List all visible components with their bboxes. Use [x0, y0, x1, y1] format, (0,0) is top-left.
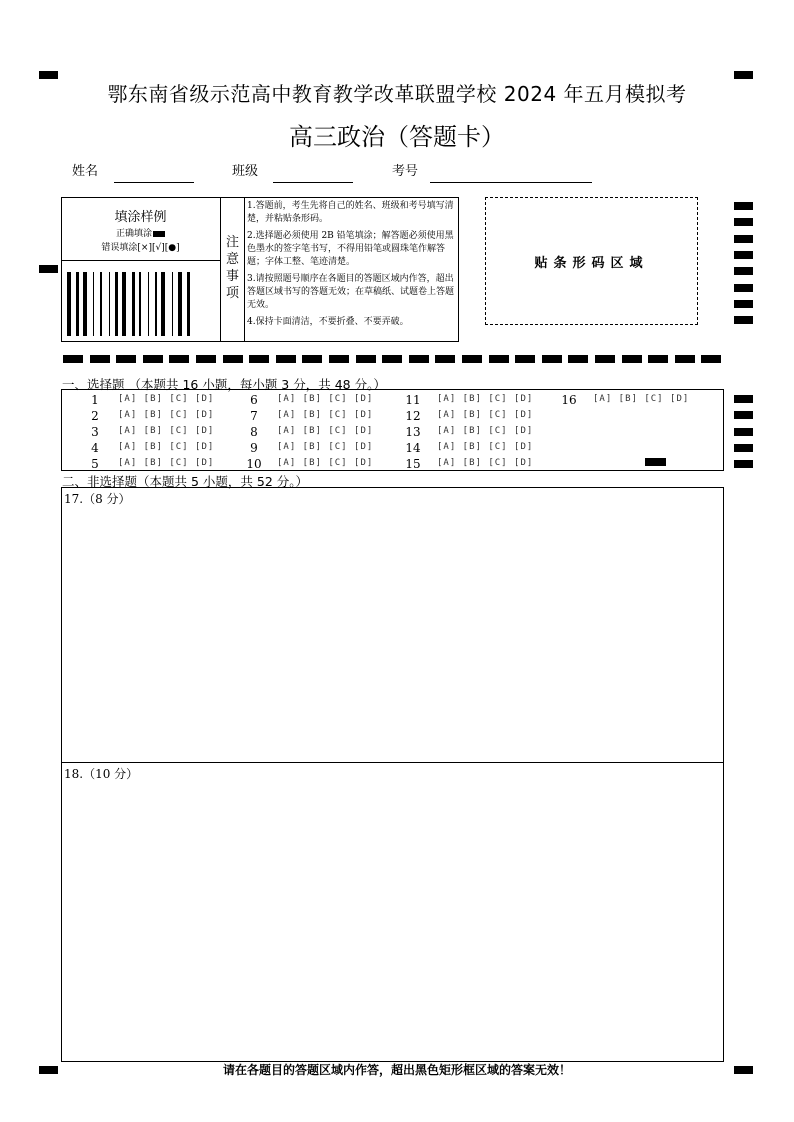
barcode-bar — [161, 272, 165, 336]
timing-dash — [542, 355, 562, 363]
right-timing-mark — [734, 444, 753, 452]
answer-bubbles[interactable]: [A] [B] [C] [D] — [277, 410, 374, 420]
question-number: 8 — [250, 425, 258, 439]
right-timing-mark — [734, 411, 753, 419]
name-label: 姓名 — [72, 164, 99, 179]
right-timing-mark — [734, 235, 753, 243]
answer-bubbles[interactable]: [A] [B] [C] [D] — [277, 442, 374, 452]
question-number: 15 — [405, 457, 421, 471]
class-label: 班级 — [232, 164, 259, 179]
barcode-bar — [109, 272, 110, 336]
timing-dash — [489, 355, 509, 363]
question-number: 2 — [91, 409, 99, 423]
barcode-bar — [93, 272, 94, 336]
question-number: 7 — [250, 409, 258, 423]
question-number: 5 — [91, 457, 99, 471]
sample-box — [61, 197, 221, 261]
question-number: 16 — [561, 393, 577, 407]
timing-dash — [382, 355, 402, 363]
answer-bubbles[interactable]: [A] [B] [C] [D] — [118, 394, 215, 404]
right-timing-mark — [734, 218, 753, 226]
timing-dash — [276, 355, 296, 363]
timing-dash — [223, 355, 243, 363]
filled-bubble-icon — [153, 231, 165, 237]
class-field[interactable] — [273, 182, 353, 183]
exam-no-label: 考号 — [392, 164, 419, 179]
barcode-bar — [100, 272, 102, 336]
notice-item: 3.请按照题号顺序在各题目的答题区域内作答，超出答题区域书写的答题无效；在草稿纸、试题卷上答题无效。 — [247, 274, 455, 310]
barcode-image — [67, 272, 213, 336]
notice-heading-char: 意 — [225, 252, 239, 267]
answer-bubbles[interactable]: [A] [B] [C] [D] — [118, 426, 215, 436]
answer-bubbles[interactable]: [A] [B] [C] [D] — [593, 394, 690, 404]
barcode-bar — [155, 272, 157, 336]
timing-dash — [675, 355, 695, 363]
question-number: 6 — [250, 393, 258, 407]
answer-bubbles[interactable]: [A] [B] [C] [D] — [277, 394, 374, 404]
answer-area-17[interactable] — [61, 487, 724, 763]
timing-dash — [409, 355, 429, 363]
answer-bubbles[interactable]: [A] [B] [C] [D] — [277, 458, 374, 468]
barcode-bar — [187, 272, 190, 336]
answer-bubbles[interactable]: [A] [B] [C] [D] — [277, 426, 374, 436]
timing-dash — [356, 355, 376, 363]
notice-heading-char: 项 — [225, 286, 239, 301]
timing-dash — [701, 355, 721, 363]
timing-dash — [63, 355, 83, 363]
sample-correct — [62, 226, 219, 239]
notice-item: 4.保持卡面清洁，不要折叠、不要弄破。 — [247, 317, 409, 327]
barcode-bar — [83, 272, 87, 336]
timing-dash — [648, 355, 668, 363]
question-number: 10 — [246, 457, 262, 471]
name-field[interactable] — [114, 182, 194, 183]
barcode-bar — [67, 272, 71, 336]
timing-dash — [116, 355, 136, 363]
barcode-bar — [172, 272, 173, 336]
answer-bubbles[interactable]: [A] [B] [C] [D] — [118, 458, 215, 468]
timing-dash — [568, 355, 588, 363]
choice-section-title: 一、选择题 （本题共 16 小题，每小题 3 分，共 48 分。） — [62, 377, 386, 392]
timing-dash — [169, 355, 189, 363]
timing-dash — [196, 355, 216, 363]
barcode-bar — [178, 272, 182, 336]
timing-dash — [515, 355, 535, 363]
notice-item: 1.答题前，考生先将自己的姓名、班级和考号填写清楚，并粘贴条形码。 — [247, 201, 454, 224]
exam-title: 鄂东南省级示范高中教育教学改革联盟学校 2024 年五月模拟考 — [107, 82, 687, 106]
timing-dash — [329, 355, 349, 363]
question-number: 9 — [250, 441, 258, 455]
question-18-label: 18.（10 分） — [64, 767, 139, 781]
right-timing-mark — [734, 316, 753, 324]
question-number: 14 — [405, 441, 421, 455]
question-17-label: 17.（8 分） — [64, 492, 131, 506]
timing-dash — [595, 355, 615, 363]
right-timing-mark — [734, 284, 753, 292]
notice-heading-char: 注 — [225, 235, 239, 250]
sheet-subtitle: 高三政治（答题卡） — [289, 123, 505, 151]
notice-item: 2.选择题必须使用 2B 铅笔填涂；解答题必须使用黑色墨水的签字笔书写，不得用铅笔或圆珠笔作解答题；字体工整、笔迹清楚。 — [247, 231, 454, 267]
notice-list — [247, 200, 459, 333]
barcode-bar — [148, 272, 149, 336]
sample-correct-label: 正确填涂 — [115, 229, 152, 239]
barcode-bar — [122, 272, 126, 336]
question-number: 4 — [91, 441, 99, 455]
answer-area-18[interactable] — [61, 762, 724, 1062]
side-mark-left — [39, 265, 58, 273]
timing-dash — [143, 355, 163, 363]
timing-dash — [90, 355, 110, 363]
barcode-paste-label: 贴条形码区域 — [534, 255, 649, 271]
timing-dash — [435, 355, 455, 363]
right-timing-mark — [734, 395, 753, 403]
barcode-paste-area — [485, 197, 698, 325]
notice-heading — [220, 198, 245, 341]
barcode-bar — [132, 272, 135, 336]
answer-bubbles[interactable]: [A] [B] [C] [D] — [437, 458, 534, 468]
answer-bubbles[interactable]: [A] [B] [C] [D] — [437, 410, 534, 420]
question-number: 13 — [405, 425, 421, 439]
sample-title: 填涂样例 — [114, 210, 167, 225]
right-timing-mark — [734, 267, 753, 275]
choice-end-mark — [645, 458, 666, 466]
nonchoice-section-title: 二、非选择题（本题共 5 小题，共 52 分。） — [62, 474, 309, 489]
right-timing-mark — [734, 460, 753, 468]
sample-wrong: 错误填涂[×][√][●] — [101, 243, 180, 253]
barcode-bar — [139, 272, 141, 336]
right-timing-mark — [734, 202, 753, 210]
answer-bubbles[interactable]: [A] [B] [C] [D] — [118, 410, 215, 420]
answer-bubbles[interactable]: [A] [B] [C] [D] — [437, 394, 534, 404]
question-number: 1 — [91, 393, 99, 407]
timing-dash — [249, 355, 269, 363]
timing-dash — [302, 355, 322, 363]
answer-bubbles[interactable]: [A] [B] [C] [D] — [437, 442, 534, 452]
question-number: 12 — [405, 409, 421, 423]
right-timing-mark — [734, 300, 753, 308]
answer-bubbles[interactable]: [A] [B] [C] [D] — [118, 442, 215, 452]
barcode-bar — [76, 272, 79, 336]
answer-bubbles[interactable]: [A] [B] [C] [D] — [437, 426, 534, 436]
timing-dash — [462, 355, 482, 363]
exam-no-field[interactable] — [430, 182, 592, 183]
right-timing-mark — [734, 428, 753, 436]
question-number: 3 — [91, 425, 99, 439]
question-number: 11 — [405, 393, 421, 407]
barcode-bar — [115, 272, 118, 336]
footer-warning: 请在各题目的答题区域内作答，超出黑色矩形框区域的答案无效！ — [222, 1063, 571, 1077]
notice-heading-char: 事 — [225, 269, 239, 284]
timing-dash — [622, 355, 642, 363]
right-timing-mark — [734, 251, 753, 259]
